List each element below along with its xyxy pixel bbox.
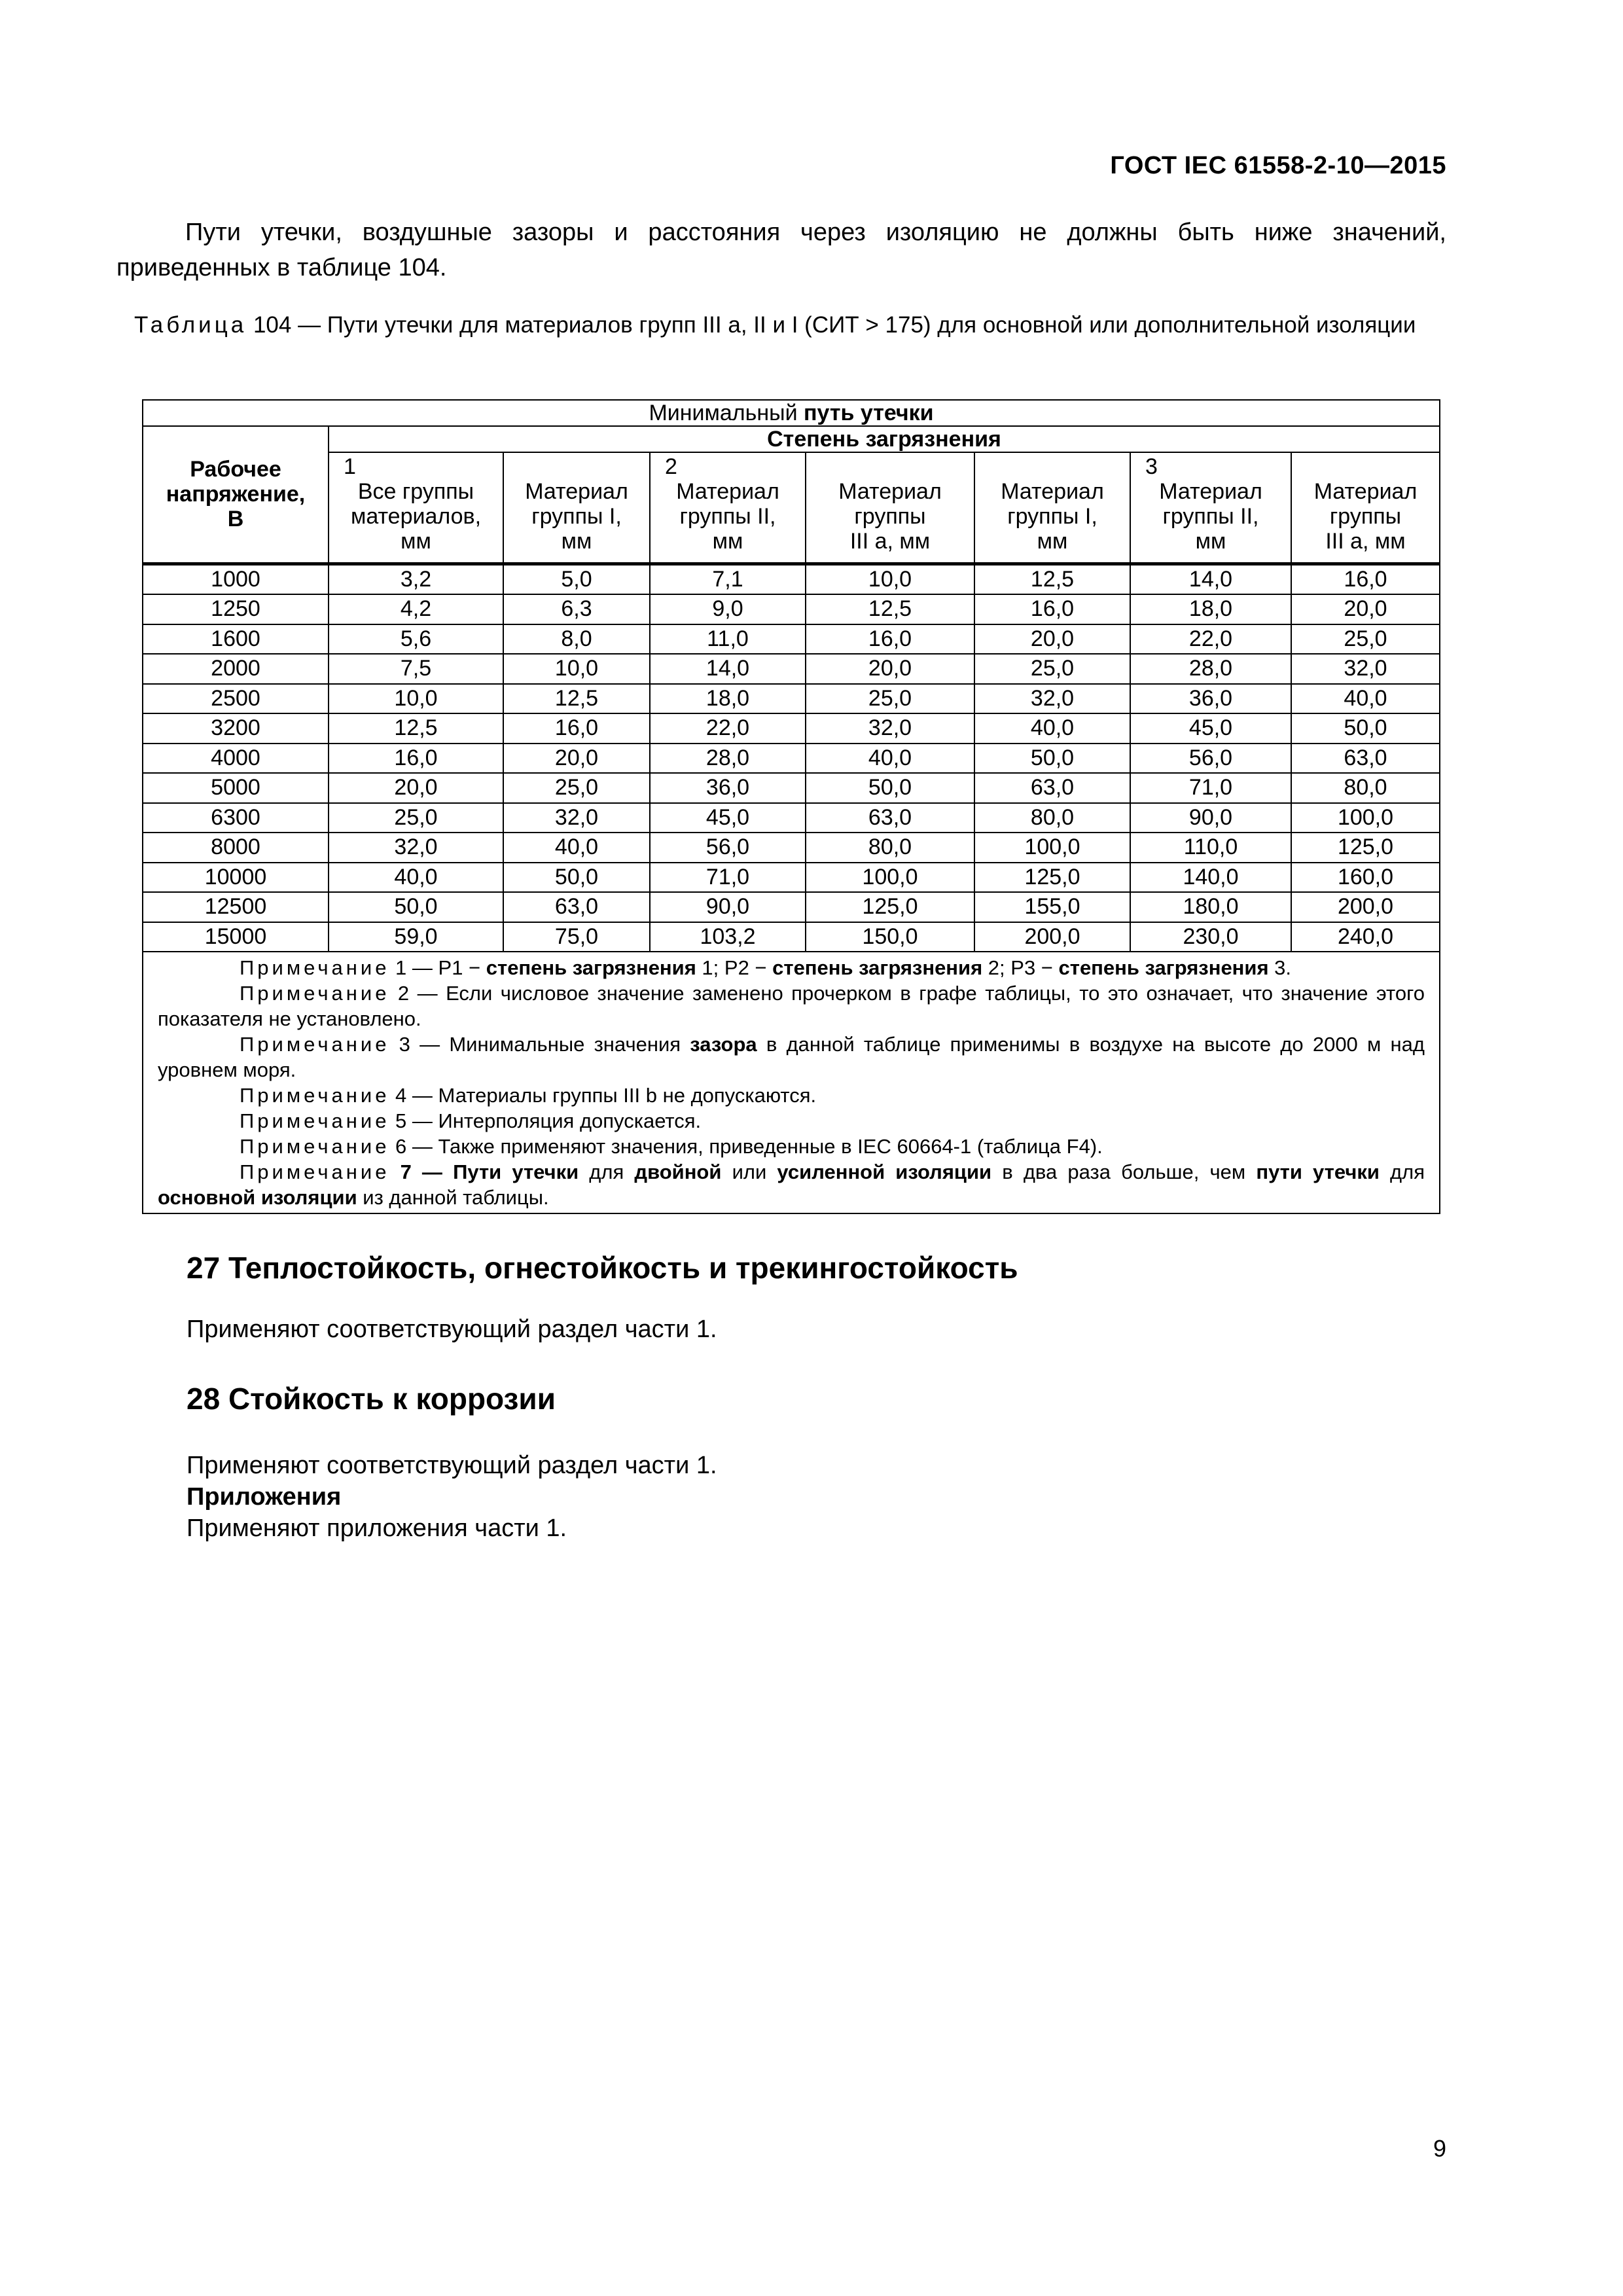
creepage-value-cell: 100,0 bbox=[974, 833, 1130, 863]
creepage-value-cell: 240,0 bbox=[1291, 922, 1440, 952]
creepage-value-cell: 10,0 bbox=[806, 564, 974, 594]
table-row bbox=[143, 833, 1440, 863]
creepage-value-cell: 36,0 bbox=[1130, 684, 1291, 714]
col-header-6 bbox=[1130, 452, 1291, 564]
note-3-label: Примечание bbox=[240, 1033, 390, 1056]
creepage-value-cell: 63,0 bbox=[1291, 744, 1440, 774]
table-row bbox=[143, 892, 1440, 922]
creepage-value-cell: 9,0 bbox=[650, 594, 806, 624]
note-7-part: для bbox=[579, 1160, 635, 1183]
creepage-value-cell: 200,0 bbox=[1291, 892, 1440, 922]
col-header-7 bbox=[1291, 452, 1440, 564]
voltage-cell: 5000 bbox=[143, 773, 329, 803]
creepage-value-cell: 80,0 bbox=[974, 803, 1130, 833]
col-5-line-2: группы I, bbox=[1007, 504, 1097, 529]
voltage-header-line-2: напряжение, bbox=[166, 482, 306, 507]
creepage-value-cell: 28,0 bbox=[1130, 654, 1291, 684]
voltage-cell: 3200 bbox=[143, 713, 329, 744]
creepage-value-cell: 36,0 bbox=[650, 773, 806, 803]
voltage-header-line-3: В bbox=[227, 507, 244, 532]
voltage-header-line-1: Рабочее bbox=[190, 457, 281, 482]
creepage-value-cell: 40,0 bbox=[503, 833, 650, 863]
creepage-value-cell: 28,0 bbox=[650, 744, 806, 774]
note-7-part: или bbox=[721, 1160, 777, 1183]
col-6-line-2: группы II, bbox=[1162, 504, 1259, 529]
voltage-cell: 2500 bbox=[143, 684, 329, 714]
creepage-value-cell: 140,0 bbox=[1130, 863, 1291, 893]
creepage-value-cell: 45,0 bbox=[1130, 713, 1291, 744]
creepage-value-cell: 75,0 bbox=[503, 922, 650, 952]
note-1-bold: степень загрязнения bbox=[1058, 956, 1269, 979]
creepage-value-cell: 18,0 bbox=[650, 684, 806, 714]
col-2-line-3: мм bbox=[561, 529, 592, 554]
creepage-value-cell: 16,0 bbox=[329, 744, 503, 774]
top-header-cell bbox=[143, 400, 1440, 426]
creepage-value-cell: 56,0 bbox=[1130, 744, 1291, 774]
creepage-value-cell: 63,0 bbox=[503, 892, 650, 922]
creepage-value-cell: 12,5 bbox=[503, 684, 650, 714]
table-row bbox=[143, 564, 1440, 594]
creepage-table bbox=[142, 399, 1440, 1214]
col-7-line-3: III a, мм bbox=[1325, 529, 1406, 554]
table-row bbox=[143, 654, 1440, 684]
document-code-header: ГОСТ IEC 61558-2-10—2015 bbox=[1110, 152, 1446, 179]
col-7-line-1: Материал bbox=[1313, 479, 1418, 504]
note-6-text: 6 — Также применяют значения, приведенные в IEC 60664-1 (таблица F4). bbox=[389, 1135, 1103, 1158]
note-2-label: Примечание bbox=[240, 982, 390, 1005]
creepage-value-cell: 18,0 bbox=[1130, 594, 1291, 624]
col-4-line-1: Материал bbox=[838, 479, 942, 504]
intro-line-2: приведенных в таблице 104. bbox=[116, 254, 447, 281]
degree-label-1: 1 bbox=[344, 454, 356, 479]
top-header-bold: путь утечки bbox=[804, 401, 934, 425]
note-2-text: 2 — Если числовое значение заменено прочерком в графе таблицы, то это означает, что значение этого показателя не установлено. bbox=[158, 982, 1425, 1030]
creepage-value-cell: 50,0 bbox=[1291, 713, 1440, 744]
creepage-value-cell: 56,0 bbox=[650, 833, 806, 863]
creepage-value-cell: 25,0 bbox=[329, 803, 503, 833]
creepage-value-cell: 71,0 bbox=[650, 863, 806, 893]
creepage-value-cell: 32,0 bbox=[974, 684, 1130, 714]
creepage-value-cell: 4,2 bbox=[329, 594, 503, 624]
creepage-value-cell: 63,0 bbox=[806, 803, 974, 833]
voltage-cell: 15000 bbox=[143, 922, 329, 952]
note-1 bbox=[158, 955, 1425, 980]
creepage-value-cell: 10,0 bbox=[329, 684, 503, 714]
appendix-title: Приложения bbox=[187, 1483, 342, 1511]
col-6-line-1: Материал bbox=[1159, 479, 1262, 504]
section-27-text: Применяют соответствующий раздел части 1. bbox=[187, 1316, 717, 1343]
creepage-value-cell: 150,0 bbox=[806, 922, 974, 952]
note-4 bbox=[158, 1083, 1425, 1108]
creepage-value-cell: 100,0 bbox=[806, 863, 974, 893]
creepage-value-cell: 40,0 bbox=[806, 744, 974, 774]
creepage-value-cell: 12,5 bbox=[806, 594, 974, 624]
creepage-value-cell: 7,1 bbox=[650, 564, 806, 594]
note-3-part: 3 — Минимальные значения bbox=[389, 1033, 690, 1056]
creepage-value-cell: 200,0 bbox=[974, 922, 1130, 952]
creepage-value-cell: 59,0 bbox=[329, 922, 503, 952]
note-1-label: Примечание bbox=[240, 956, 390, 979]
table-row bbox=[143, 922, 1440, 952]
creepage-value-cell: 25,0 bbox=[974, 654, 1130, 684]
table-caption bbox=[134, 310, 1446, 340]
table-row bbox=[143, 713, 1440, 744]
degree-label-3: 3 bbox=[1145, 454, 1158, 479]
creepage-value-cell: 32,0 bbox=[1291, 654, 1440, 684]
note-1-part: 3. bbox=[1268, 956, 1292, 979]
note-7-part: 7 — bbox=[389, 1160, 454, 1183]
creepage-value-cell: 12,5 bbox=[974, 564, 1130, 594]
voltage-cell: 6300 bbox=[143, 803, 329, 833]
creepage-value-cell: 40,0 bbox=[329, 863, 503, 893]
note-1-bold: степень загрязнения bbox=[772, 956, 983, 979]
col-5-line-1: Материал bbox=[1001, 479, 1104, 504]
note-7-bold: пути утечки bbox=[1256, 1160, 1380, 1183]
pollution-header: Степень загрязнения bbox=[329, 426, 1440, 452]
top-header-plain: Минимальный bbox=[649, 401, 804, 425]
col-1-line-3: мм bbox=[401, 529, 431, 554]
creepage-value-cell: 125,0 bbox=[1291, 833, 1440, 863]
note-1-part: 1 — P1 − bbox=[389, 956, 486, 979]
note-5-label: Примечание bbox=[240, 1109, 390, 1132]
col-1-line-2: материалов, bbox=[350, 504, 482, 529]
note-6 bbox=[158, 1134, 1425, 1159]
creepage-value-cell: 90,0 bbox=[1130, 803, 1291, 833]
note-4-text: 4 — Материалы группы III b не допускаются. bbox=[389, 1084, 817, 1107]
creepage-value-cell: 125,0 bbox=[974, 863, 1130, 893]
note-1-bold: степень загрязнения bbox=[486, 956, 696, 979]
note-5-text: 5 — Интерполяция допускается. bbox=[389, 1109, 702, 1132]
table-row bbox=[143, 773, 1440, 803]
creepage-value-cell: 20,0 bbox=[329, 773, 503, 803]
note-7-bold: Пути утечки bbox=[453, 1160, 579, 1183]
creepage-value-cell: 25,0 bbox=[806, 684, 974, 714]
table-row bbox=[143, 863, 1440, 893]
voltage-cell: 2000 bbox=[143, 654, 329, 684]
note-3-bold: зазора bbox=[690, 1033, 757, 1056]
creepage-value-cell: 100,0 bbox=[1291, 803, 1440, 833]
creepage-value-cell: 80,0 bbox=[1291, 773, 1440, 803]
note-7-bold: двойной bbox=[634, 1160, 722, 1183]
col-3-line-1: Материал bbox=[676, 479, 779, 504]
creepage-value-cell: 3,2 bbox=[329, 564, 503, 594]
creepage-value-cell: 103,2 bbox=[650, 922, 806, 952]
note-7 bbox=[158, 1159, 1425, 1210]
creepage-value-cell: 50,0 bbox=[329, 892, 503, 922]
creepage-value-cell: 90,0 bbox=[650, 892, 806, 922]
creepage-value-cell: 14,0 bbox=[1130, 564, 1291, 594]
creepage-value-cell: 63,0 bbox=[974, 773, 1130, 803]
intro-line-1: Пути утечки, воздушные зазоры и расстояния через изоляцию не должны быть ниже значений, bbox=[185, 219, 1446, 246]
creepage-value-cell: 155,0 bbox=[974, 892, 1130, 922]
creepage-value-cell: 16,0 bbox=[1291, 564, 1440, 594]
col-4-line-3: III a, мм bbox=[849, 529, 931, 554]
col-7-line-2: группы bbox=[1329, 504, 1402, 529]
note-5 bbox=[158, 1108, 1425, 1134]
voltage-cell: 4000 bbox=[143, 744, 329, 774]
creepage-value-cell: 6,3 bbox=[503, 594, 650, 624]
creepage-value-cell: 25,0 bbox=[503, 773, 650, 803]
note-6-label: Примечание bbox=[240, 1135, 390, 1158]
creepage-value-cell: 32,0 bbox=[806, 713, 974, 744]
col-header-1 bbox=[329, 452, 503, 564]
note-4-label: Примечание bbox=[240, 1084, 390, 1107]
table-caption-text: 104 — Пути утечки для материалов групп III a, II и I (СИТ > 175) для основной или дополнительной изоляции bbox=[247, 312, 1416, 338]
voltage-cell: 1250 bbox=[143, 594, 329, 624]
col-3-line-3: мм bbox=[712, 529, 743, 554]
voltage-cell: 1000 bbox=[143, 564, 329, 594]
note-7-label: Примечание bbox=[240, 1160, 390, 1183]
creepage-value-cell: 14,0 bbox=[650, 654, 806, 684]
creepage-value-cell: 180,0 bbox=[1130, 892, 1291, 922]
table-header bbox=[143, 400, 1440, 564]
table-row bbox=[143, 744, 1440, 774]
col-5-line-3: мм bbox=[1037, 529, 1068, 554]
section-27-title: 27 Теплостойкость, огнестойкость и трекингостойкость bbox=[187, 1251, 1018, 1285]
table-row bbox=[143, 684, 1440, 714]
notes-cell bbox=[143, 952, 1440, 1213]
creepage-value-cell: 8,0 bbox=[503, 624, 650, 655]
table-row bbox=[143, 624, 1440, 655]
creepage-value-cell: 110,0 bbox=[1130, 833, 1291, 863]
note-2 bbox=[158, 980, 1425, 1031]
creepage-value-cell: 20,0 bbox=[974, 624, 1130, 655]
note-3-part: в данной таблице применимы в воздухе на высоте до 2000 м над уровнем моря. bbox=[158, 1033, 1425, 1081]
degree-label-2: 2 bbox=[665, 454, 677, 479]
creepage-value-cell: 12,5 bbox=[329, 713, 503, 744]
creepage-value-cell: 20,0 bbox=[806, 654, 974, 684]
creepage-value-cell: 22,0 bbox=[650, 713, 806, 744]
note-1-part: 2; P3 − bbox=[982, 956, 1059, 979]
creepage-value-cell: 10,0 bbox=[503, 654, 650, 684]
table-body bbox=[143, 564, 1440, 952]
creepage-value-cell: 11,0 bbox=[650, 624, 806, 655]
creepage-value-cell: 7,5 bbox=[329, 654, 503, 684]
page-number: 9 bbox=[1433, 2135, 1447, 2162]
note-7-bold: основной изоляции bbox=[158, 1186, 357, 1209]
creepage-value-cell: 20,0 bbox=[503, 744, 650, 774]
note-3 bbox=[158, 1031, 1425, 1083]
note-7-part: для bbox=[1379, 1160, 1425, 1183]
table-row bbox=[143, 594, 1440, 624]
section-28-body bbox=[187, 1450, 717, 1544]
col-header-2 bbox=[503, 452, 650, 564]
col-2-line-2: группы I, bbox=[531, 504, 622, 529]
creepage-value-cell: 40,0 bbox=[974, 713, 1130, 744]
col-header-3 bbox=[650, 452, 806, 564]
creepage-value-cell: 45,0 bbox=[650, 803, 806, 833]
creepage-value-cell: 40,0 bbox=[1291, 684, 1440, 714]
voltage-cell: 8000 bbox=[143, 833, 329, 863]
note-7-part: в два раза больше, чем bbox=[991, 1160, 1257, 1183]
voltage-cell: 12500 bbox=[143, 892, 329, 922]
creepage-value-cell: 160,0 bbox=[1291, 863, 1440, 893]
creepage-value-cell: 32,0 bbox=[503, 803, 650, 833]
table-row bbox=[143, 803, 1440, 833]
voltage-cell: 1600 bbox=[143, 624, 329, 655]
section-28-title: 28 Стойкость к коррозии bbox=[187, 1382, 556, 1416]
creepage-value-cell: 32,0 bbox=[329, 833, 503, 863]
col-6-line-3: мм bbox=[1195, 529, 1226, 554]
creepage-value-cell: 125,0 bbox=[806, 892, 974, 922]
creepage-value-cell: 80,0 bbox=[806, 833, 974, 863]
table-caption-label: Таблица bbox=[134, 312, 247, 338]
creepage-value-cell: 71,0 bbox=[1130, 773, 1291, 803]
note-1-part: 1; P2 − bbox=[696, 956, 773, 979]
creepage-value-cell: 20,0 bbox=[1291, 594, 1440, 624]
col-2-line-1: Материал bbox=[525, 479, 628, 504]
col-3-line-2: группы II, bbox=[679, 504, 776, 529]
creepage-value-cell: 16,0 bbox=[806, 624, 974, 655]
creepage-value-cell: 5,6 bbox=[329, 624, 503, 655]
col-4-line-2: группы bbox=[854, 504, 926, 529]
creepage-value-cell: 16,0 bbox=[974, 594, 1130, 624]
creepage-value-cell: 25,0 bbox=[1291, 624, 1440, 655]
col-1-line-1: Все группы bbox=[357, 479, 474, 504]
voltage-header-cell bbox=[143, 426, 329, 564]
col-header-4 bbox=[806, 452, 974, 564]
voltage-cell: 10000 bbox=[143, 863, 329, 893]
note-7-bold: усиленной изоляции bbox=[777, 1160, 992, 1183]
creepage-value-cell: 22,0 bbox=[1130, 624, 1291, 655]
col-header-5 bbox=[974, 452, 1130, 564]
creepage-value-cell: 50,0 bbox=[974, 744, 1130, 774]
intro-paragraph bbox=[116, 215, 1446, 285]
creepage-value-cell: 50,0 bbox=[806, 773, 974, 803]
creepage-value-cell: 50,0 bbox=[503, 863, 650, 893]
note-7-part: из данной таблицы. bbox=[357, 1186, 549, 1209]
creepage-value-cell: 16,0 bbox=[503, 713, 650, 744]
creepage-value-cell: 230,0 bbox=[1130, 922, 1291, 952]
creepage-value-cell: 5,0 bbox=[503, 564, 650, 594]
section-28-text: Применяют соответствующий раздел части 1. bbox=[187, 1452, 717, 1479]
appendix-text: Применяют приложения части 1. bbox=[187, 1515, 567, 1542]
